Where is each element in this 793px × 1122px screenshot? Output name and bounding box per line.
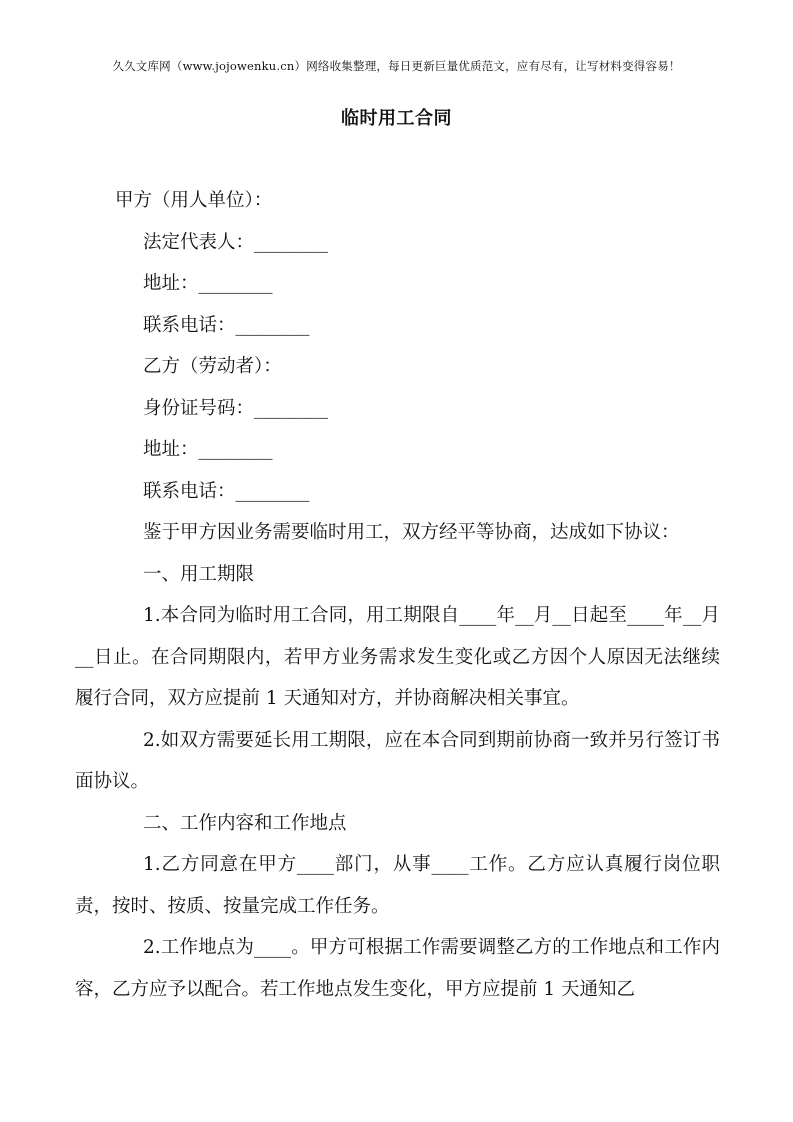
document-body	[75, 186, 720, 1010]
party-a-address: 地址：________	[143, 273, 273, 294]
party-b-address: 地址：________	[143, 439, 273, 460]
clause-1-2: 2.如双方需要延长用工期限，应在本合同到期前协商一致并另行签订书面协议。	[75, 729, 720, 792]
section-heading-2: 二、工作内容和工作地点	[143, 812, 347, 834]
party-b-phone: 联系电话：________	[143, 480, 310, 502]
clause-2-2: 2.工作地点为____。甲方可根据工作需要调整乙方的工作地点和工作内容，乙方应予以配合。若工作地点发生变化，甲方应提前 1 天通知乙	[75, 937, 720, 1000]
page-header-note: 久久文库网（www.jojowenku.cn）网络收集整理，每日更新巨量优质范文，应有尽有，让写材料变得容易！	[112, 59, 681, 73]
party-a-label: 甲方（用人单位）：	[115, 190, 273, 211]
clause-2-1: 1.乙方同意在甲方____部门，从事____工作。乙方应认真履行岗位职责，按时、按质、按量完成工作任务。	[75, 854, 720, 917]
document-title: 临时用工合同	[341, 108, 452, 129]
section-heading-1: 一、用工期限	[143, 563, 255, 585]
party-b-label: 乙方（劳动者）：	[143, 356, 282, 377]
clause-1-1: 1.本合同为临时用工合同，用工期限自____年__月__日起至____年__月__日止。在合同期限内，若甲方业务需求发生变化或乙方因个人原因无法继续履行合同，双方应提前 1 天通知对方，并协商解决相关事宜。	[75, 605, 720, 709]
preamble: 鉴于甲方因业务需要临时用工，双方经平等协商，达成如下协议：	[143, 522, 680, 543]
party-b-id-number: 身份证号码：________	[143, 397, 329, 419]
party-a-legal-rep: 法定代表人：________	[143, 231, 329, 253]
party-a-phone: 联系电话：________	[143, 314, 310, 336]
